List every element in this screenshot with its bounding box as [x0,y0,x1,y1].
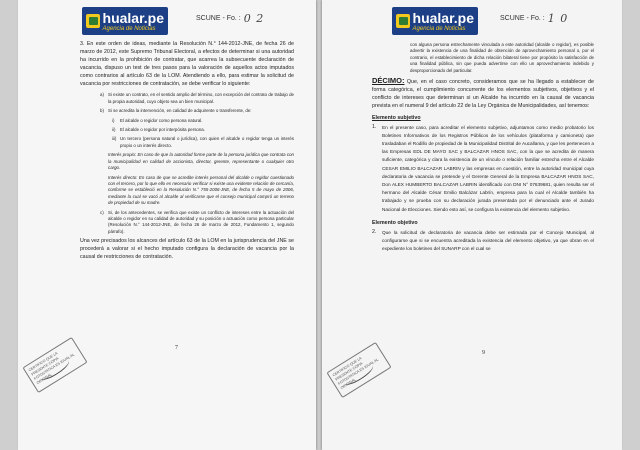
item-b-text: Si se acredita la intervención, en calidad de adquirente o transferente, de: [108,108,252,114]
interes-directo: Interés directo: En caso de que se acredite interés personal del alcalde o regidor cuestionado con el tercero, por lo que ello es necesario verificar si existe una evidente relación de cercanía, conforme se estableció en la Resolución N.° 755-2006-JNE, de fecha 5 de mayo de 2006, mediante la cual se vacó al alcalde al verificarse que el consejo municipal compró un terreno de propiedad de su madre. [108,174,294,206]
item-a-text: Si existe un contrato, en el sentido amplio del término, con excepción del contrato de trabajo de la propia autoridad, cuyo objeto sea un bien municipal. [108,92,294,104]
left-body-text [80,41,294,266]
heading-elemento-objetivo: Elemento objetivo [372,219,418,226]
item-c: c) Si, de los antecedentes, se verifica que existe un conflicto de intereses entre la actuación del alcalde o regidor en su calidad de autoridad y su posición o actuación como persona particular (Resolución N.° 144-2012-JNE, de fecha 26 de marzo de 2012, Fundamento 1, segundo párrafo). [100,209,294,234]
logo-brand: hualar.pe [102,9,164,26]
item-a: a) Si existe un contrato, en el sentido amplio del término, con excepción del contrato de trabajo de la propia autoridad, cuyo objeto sea un bien municipal. [100,92,294,104]
numbered-item-2: 2. Que la solicitud de declaratoria de vacancia debe ser estimada por el Concejo Municipal, al configurarse que si se encuentra acreditada la existencia del elemento objetivo, ya que obran en el expediente los boletines del SUNARP con el cual se [372,229,594,257]
item-2-text: Que la solicitud de declaratoria de vacancia debe ser estimada por el Concejo Municipal, al configurarse que si se encuentra acreditada la existencia del elemento objetivo, ya que obran en el expediente los boletines del SUNARP con el cual se [382,229,594,252]
item-b-iii: iii) Un tercero (persona natural o jurídica), con quien el alcalde o regidor tenga un interés propio o un interés directo. [112,136,294,148]
logo-tagline-right: Agencia de Noticias [412,25,466,32]
item-b-ii: ii) El alcalde o regidor por interpósita persona. [112,127,205,133]
hualar-logo-right [392,7,478,35]
certification-stamp-right: CERTIFICO QUE LA PRESENTE COPIA FOTOSTATICA ES IGUAL AL ORIGINAL [326,342,391,398]
decimo-label: DÉCIMO: [372,76,405,86]
decimo-paragraph [372,77,594,111]
folio-label-right: SCUNE - Fo. : [500,15,545,22]
closing-paragraph: Una vez precisados los alcances del artículo 63 de la LOM en la jurisprudencia del JNE se procederá a valorar si el hecho imputado configura la declaración de vacancia por la causal de restricciones de contratación. [80,238,294,260]
numbered-item-1: 1. En el presente caso, para acreditar el elemento subjetivo, adjuntamos como medio probatorio los Boletines Informativos de los Registros Públicos de los vehículos (plataforma y camioneta) que trasladaban el Rodillo de propiedad de la Municipalidad Distrital de Aucallama, y que les pertenecen a las Empresas EDL DE MAYO SAC y BALCAZAR HNOS SAC, con la que se acredita de manera suficiente, categórica y clara la existencia de un vínculo o relación familiar estrecha entre el Alcalde CESAR EMILIO BALCAZAR LABRIN y las empresas en cuestión, entre la autoridad municipal cuya declaratoria de vacancia se pretende y el Gerente General de la Empresa BALCAZAR HNOS SAC, Don ALEX HUMBERTO BALCAZAR LABRIN identificado con DNI N° 07639681, quien resulta ser el hermano del Alcalde César Emilio Balcázar Labrín, empresa para la cual el Alcalde también ha trabajado y se prueba con su declaración jurada presentada por el denunciado ante el Jurado Nacional de Elecciones. Siendo esto así, se configura la existencia del elemento subjetivo. [372,124,594,217]
item-b: b) Si se acredita la intervención, en calidad de adquirente o transferente, de: i) El alcalde o regidor como persona natural. ii) El alcalde o regidor por interpósita persona. iii) Un tercero (persona natural o jurídica), con quien el alcalde o regidor tenga un interés propio o un interés directo. Interés propio: En caso de que la autoridad forme parte de la persona jurídica que contrata con la municipalidad en calidad de accionista, director, gerente, representante o cualquier otro cargo. Interés directo: En caso de que se acredite interés personal del alcalde o regidor cuestionado con el tercero, por lo que ello es necesario verificar si existe una evidente relación de cercanía, conforme se estableció en la Resolución N.° 755-2006-JNE, de fecha 5 de mayo de 2006, mediante la cual se vacó al alcalde al verificarse que el consejo municipal compró un terreno de propiedad de su madre. [100,108,294,206]
logo-icon [86,14,100,28]
folio-stamp [196,12,264,25]
continued-text: con alguna persona estrechamente vinculada a este autoridad (alcalde o regidor), es posible advertir la existencia de una finalidad de obtención de aprovechamiento personal o, por el contrario, el establecimiento de dicha relación bilateral tiene por propósito la satisfacción de una finalidad pública, sin que pueda advertirse con ello un aprovechamiento indebido y desproporcionado del particular. [410,42,594,73]
left-document-page [18,0,316,450]
logo-tagline: Agencia de Noticias [102,25,156,32]
right-document-page [322,0,622,450]
right-page-number: 9 [482,350,485,356]
item-c-text: Si, de los antecedentes, se verifica que existe un conflicto de intereses entre la actuación del alcalde o regidor en su calidad de autoridad y su posición o actuación como persona particular (Resolución N.° 144-2012-JNE, de fecha 26 de marzo de 2012, Fundamento 1, segundo párrafo). [108,209,294,234]
left-page-number: 7 [175,345,178,351]
interes-propio: Interés propio: En caso de que la autoridad forme parte de la persona jurídica que contrata con la municipalidad en calidad de accionista, director, gerente, representante o cualquier otro cargo. [108,152,294,171]
right-body-text [372,42,594,257]
item-1-text: En el presente caso, para acreditar el elemento subjetivo, adjuntamos como medio probatorio los Boletines Informativos de los Registros Públicos de los vehículos (plataforma y camioneta) que trasladaban el Rodillo de propiedad de la Municipalidad Distrital de Aucallama, y que les pertenecen a las Empresas EDL DE MAYO SAC y BALCAZAR HNOS SAC, con la que se acredita de manera suficiente, categórica y clara la existencia de un vínculo o relación familiar estrecha entre el Alcalde CESAR EMILIO BALCAZAR LABRIN y las empresas en cuestión, entre la autoridad municipal cuya declaratoria de vacancia se pretende y el Gerente General de la Empresa BALCAZAR HNOS SAC, Don ALEX HUMBERTO BALCAZAR LABRIN identificado con DNI N° 07639681, quien resulta ser el hermano del Alcalde César Emilio Balcázar Labrín, empresa para la cual el Alcalde también ha trabajado y se prueba con su declaración jurada presentada por el denunciado ante el Jurado Nacional de Elecciones. Siendo esto así, se configura la existencia del elemento subjetivo. [382,124,594,212]
folio-number: 0 2 [243,12,265,25]
hualar-logo [82,7,168,35]
decimo-text: Que, en el caso concreto, consideramos que se ha llegado a establecer de forma categórica, el cumplimiento concurrente de los elementos subjetivos, objetivos y el conflicto de intereses que determinan si un Alcalde ha incurrido en la causal de vacancia prevista en el numeral 9 del artículo 22 de la Ley Orgánica de Municipalidades, así tenemos: [372,79,594,109]
folio-label: SCUNE - Fo. : [196,15,241,22]
certification-stamp: CERTIFICO QUE LA PRESENTE COPIA FOTOSTATICA ES IGUAL AL ORIGINAL [22,337,87,393]
heading-elemento-subjetivo: Elemento subjetivo [372,114,421,121]
logo-brand-right: hualar.pe [412,9,474,26]
folio-number-right: 1 0 [547,12,569,25]
folio-stamp-right [500,12,568,25]
logo-icon-right [396,14,410,28]
paragraph-3: 3. En este orden de ideas, mediante la Resolución N.° 144-2012-JNE, de fecha 26 de marzo de 2012, este Supremo Tribunal Electoral, a efectos de determinar si una autoridad ha incurrido en la prohibición de contratar, que acarrea la subsecuente declaración de vacancia, dispuso un test de tres pasos para la valoración de aquellos actos imputados como contrarios al artículo 63 de la LOM. Atendiendo a ello, para estimar la solicitud de vacancia por restricciones de contratación, se debe verificar lo siguiente: [80,41,294,87]
item-b-i: i) El alcalde o regidor como persona natural. [112,117,203,123]
